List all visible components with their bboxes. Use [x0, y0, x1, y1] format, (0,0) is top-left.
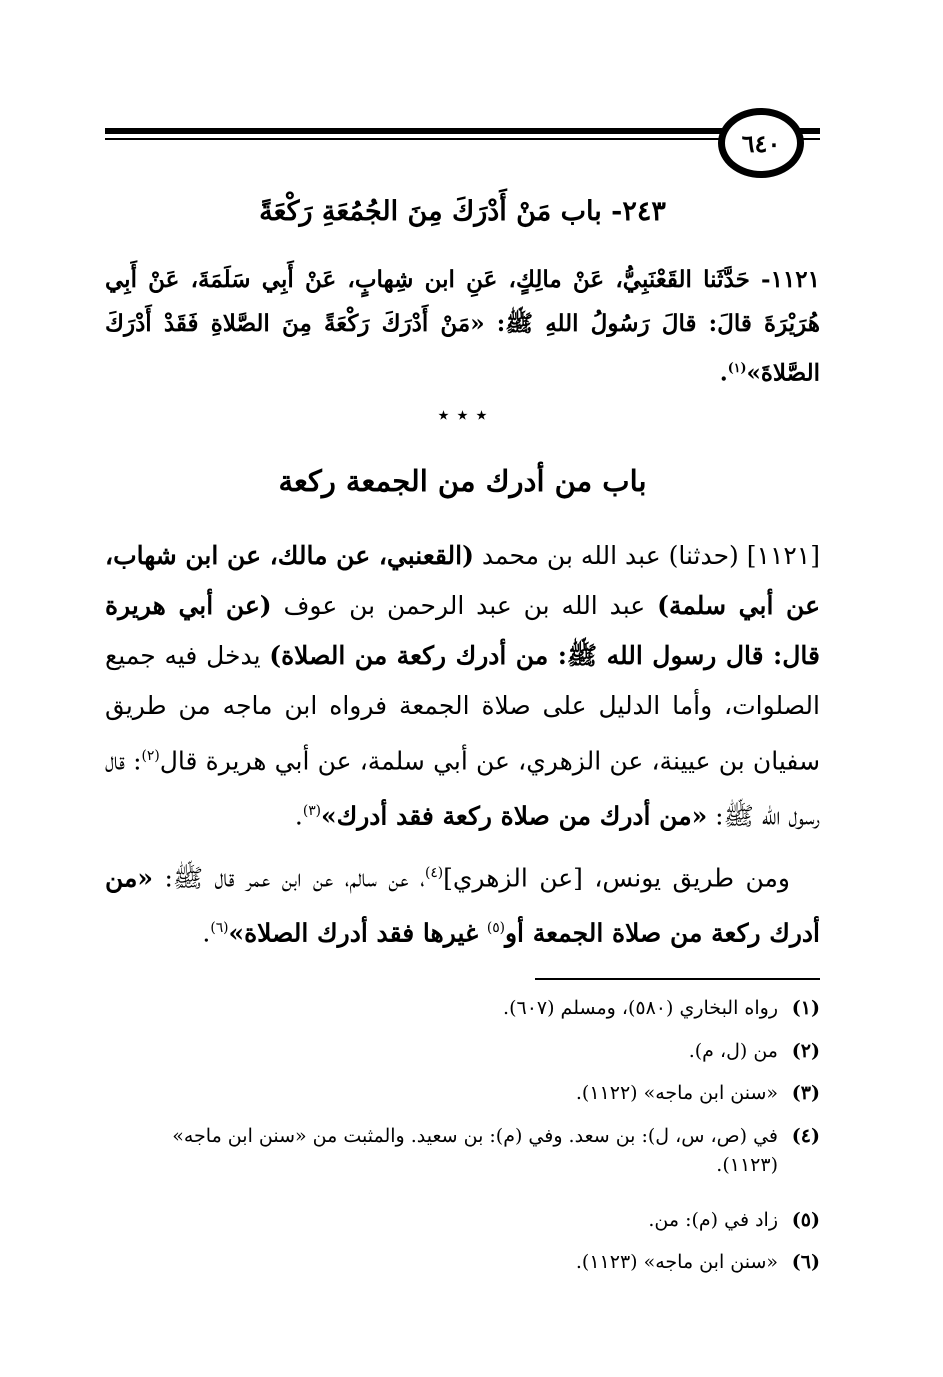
footnote-ref-2: (٢) — [141, 748, 160, 764]
page-number: ٦٤٠ — [718, 108, 804, 178]
commentary-paragraph-2 — [105, 848, 820, 959]
commentary-quote: «من أدرك ركعة من صلاة الجمعة أو — [105, 863, 820, 948]
header-rule-thin — [105, 138, 820, 140]
commentary-quote: (عن أبي هريرة قال: قال رسول الله ﷺ: من أدرك ركعة من الصلاة) — [105, 591, 821, 670]
footnote-text: من (ل، م). — [688, 1040, 778, 1062]
commentary-title: باب من أدرك من الجمعة ركعة — [278, 464, 647, 498]
commentary-text: . — [294, 801, 303, 831]
footnote-number: (٣) — [791, 1082, 820, 1104]
chapter-title: ٢٤٣- باب مَنْ أَدْرَكَ مِنَ الجُمُعَةِ رَكْعَةً — [259, 196, 666, 227]
commentary-quote: (القعنبي، عن مالك، عن ابن شهاب، عن أبي سلمة) — [105, 541, 820, 620]
footnote-text: زاد في (م): من. — [648, 1209, 778, 1231]
commentary-text: عبد الله بن عبد الرحمن بن عوف — [271, 591, 658, 620]
footnote-6 — [105, 1248, 820, 1277]
footnote-number: (٤) — [791, 1125, 820, 1147]
footnote-ref-1: (١) — [727, 360, 747, 375]
footnote-separator — [535, 978, 820, 980]
footnote-5 — [105, 1206, 820, 1235]
footnote-ref-4: (٤) — [424, 865, 444, 881]
hadith-text — [105, 258, 820, 396]
footnote-ref-5: (٥) — [486, 920, 505, 937]
footnote-ref-3: (٣) — [302, 803, 321, 820]
header-rule-thick — [105, 128, 820, 134]
commentary-text: : قال رسول الله ﷺ: — [105, 746, 820, 831]
footnote-1 — [105, 994, 820, 1023]
footnote-text: في (ص، س، ل): بن سعد. وفي (م): بن سعيد. والمثبت من «سنن ابن ماجه» (١١٢٣). — [172, 1125, 778, 1176]
footnote-4 — [105, 1122, 820, 1180]
hadith-body: ١١٢١- حَدَّثَنا القَعْنَبِيُّ، عَنْ مالِكٍ، عَنِ ابن شِهابٍ، عَنْ أَبِي سَلَمَةَ، عَنْ أَبِي هُرَيْرَةَ قالَ: قالَ رَسُولُ اللهِ ﷺ: «مَنْ أَدْرَكَ رَكْعَةً مِنَ الصَّلاةِ فَقَدْ أَدْرَكَ الصَّلاةَ» — [105, 266, 820, 387]
footnote-2 — [105, 1037, 820, 1066]
footnote-number: (٢) — [791, 1040, 820, 1062]
commentary-paragraph-1 — [105, 531, 820, 842]
footnote-text: «سنن ابن ماجه» (١١٢٣). — [575, 1251, 778, 1273]
page-header — [0, 0, 943, 200]
commentary-text: يدخل فيه جميع الصلوات، وأما الدليل على صلاة الجمعة فرواه ابن ماجه من طريق سفيان بن عيينة، عن الزهري، عن أبي سلمة، عن أبي هريرة قال — [105, 641, 821, 776]
footnote-text: رواه البخاري (٥٨٠)، ومسلم (٦٠٧). — [503, 997, 778, 1019]
commentary-quote: «من أدرك من صلاة ركعة فقد أدرك» — [320, 801, 708, 831]
footnote-number: (١) — [791, 997, 820, 1019]
separator-stars: ٭ ٭ ٭ — [437, 403, 488, 428]
hadith-end: . — [719, 359, 728, 387]
commentary-text: ، عن سالم، عن ابن عمر قال ﷺ: — [153, 863, 425, 893]
footnote-3 — [105, 1079, 820, 1108]
footnote-number: (٥) — [791, 1209, 820, 1231]
commentary-quote: غيرها فقد أدرك الصلاة» — [228, 918, 487, 948]
commentary-text: [١١٢١] (حدثنا) عبد الله بن محمد — [473, 541, 820, 570]
footnote-number: (٦) — [791, 1251, 820, 1273]
footnote-ref-6: (٦) — [210, 920, 229, 937]
commentary-text: ومن طريق يونس، [عن الزهري] — [443, 863, 790, 893]
footnote-text: «سنن ابن ماجه» (١١٢٢). — [575, 1082, 778, 1104]
commentary-text: . — [202, 918, 211, 948]
